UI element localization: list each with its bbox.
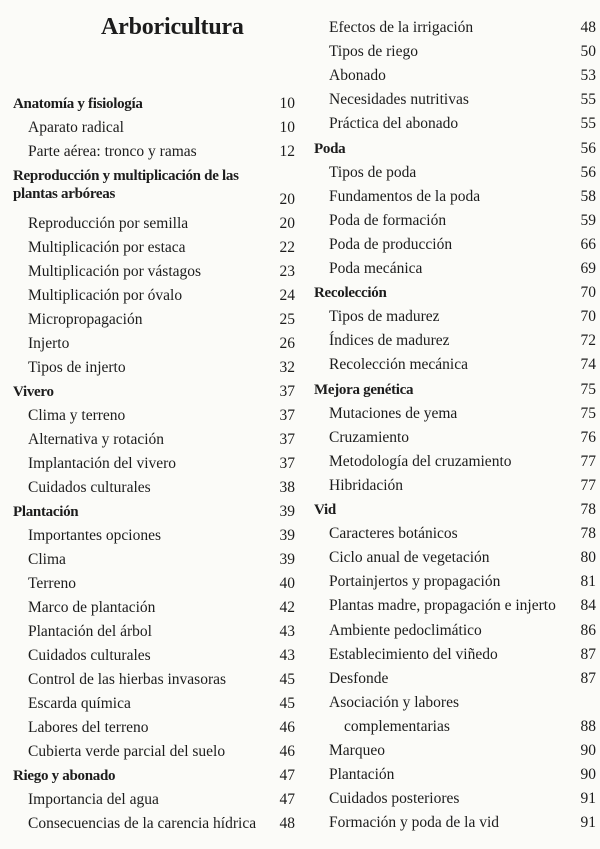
toc-page-number: 77	[580, 476, 596, 494]
toc-entry-title: Control de las hierbas invasoras	[28, 671, 227, 688]
toc-page-number: 56	[580, 139, 596, 157]
toc-page-number: 46	[279, 719, 295, 736]
toc-entry-title: Cruzamiento	[329, 428, 410, 446]
toc-entry-title: Multiplicación por estaca	[28, 239, 186, 256]
toc-page-number: 32	[279, 359, 295, 376]
toc-entry-title: Implantación del vivero	[28, 455, 177, 472]
toc-page-number: 78	[580, 525, 596, 543]
toc-entry-title: Anatomía y fisiología	[13, 96, 143, 112]
toc-page-number: 66	[580, 235, 596, 253]
toc-entry-title: Establecimiento del viñedo	[329, 645, 498, 663]
toc-entry-title: Tipos de riego	[329, 43, 418, 61]
toc-page-number: 80	[580, 549, 596, 567]
toc-entry-title: Vid	[314, 502, 336, 518]
toc-entry-title: Desfonde	[329, 669, 389, 687]
toc-entry-title: Poda de producción	[329, 235, 453, 253]
toc-page-number: 47	[279, 791, 295, 808]
toc-page-number: 88	[580, 717, 596, 735]
toc-page-number: 37	[279, 431, 295, 448]
toc-entry-title: Tipos de madurez	[329, 308, 440, 326]
toc-entry-title: Cuidados culturales	[28, 479, 151, 496]
toc-entry-title: Portainjertos y propagación	[329, 573, 501, 591]
toc-page-number: 91	[580, 814, 596, 832]
toc-entry-title: Riego y abonado	[13, 768, 116, 784]
toc-entry-title: Práctica del abonado	[329, 115, 459, 133]
toc-entry-title: Necesidades nutritivas	[329, 91, 469, 109]
toc-page-number: 69	[580, 260, 596, 277]
toc-entry-title: Plantación del árbol	[28, 623, 152, 640]
toc-entry-title: Caracteres botánicos	[329, 525, 458, 543]
toc-entry-title: Aparato radical	[28, 119, 124, 136]
toc-page-number: 48	[580, 19, 596, 36]
toc-entry-title: Micropropagación	[28, 311, 143, 328]
toc-entry-title: Ambiente pedoclimático	[329, 621, 482, 639]
toc-page-number: 55	[580, 91, 596, 109]
toc-entry-title: Parte aérea: tronco y ramas	[28, 143, 197, 160]
toc-page-number: 87	[580, 645, 596, 663]
toc-page-number: 20	[279, 215, 295, 232]
toc-entry-title: Cuidados posteriores	[329, 790, 460, 808]
toc-entry-title: Poda	[314, 140, 346, 157]
toc-entry-title: Plantación	[329, 766, 395, 784]
toc-entry-title: complementarias	[344, 717, 450, 735]
toc-entry-title: Mutaciones de yema	[329, 404, 458, 422]
toc-entry-title: Recolección mecánica	[329, 356, 468, 374]
toc-page-number: 10	[279, 95, 295, 112]
toc-page-number: 78	[580, 501, 596, 518]
toc-page-number: 58	[580, 187, 596, 205]
toc-page-number: 76	[580, 428, 596, 446]
toc-entry-title: Alternativa y rotación	[28, 431, 165, 448]
toc-entry-title: Cuidados culturales	[28, 647, 151, 664]
toc-page-number: 25	[279, 311, 295, 328]
toc-entry-title: Plantación	[13, 504, 79, 520]
toc-page-number: 81	[580, 573, 596, 591]
toc-page-number: 42	[279, 599, 295, 616]
toc-page-number: 39	[279, 551, 295, 568]
toc-page-number: 26	[279, 335, 295, 352]
toc-entry-title: Índices de madurez	[329, 332, 450, 350]
toc-page-number: 59	[580, 211, 596, 229]
toc-entry-title: Escarda química	[28, 695, 131, 712]
toc-entry-title: Hibridación	[329, 476, 404, 494]
toc-entry-title: Metodología del cruzamiento	[329, 452, 512, 470]
toc-entry-title: Abonado	[329, 67, 386, 85]
toc-page-number: 46	[279, 743, 295, 760]
toc-page-number: 45	[279, 671, 295, 688]
toc-entry-title: Clima y terreno	[28, 407, 126, 424]
toc-page-number: 91	[580, 790, 596, 808]
toc-entry-title: Mejora genética	[314, 381, 414, 398]
toc-page-number: 23	[279, 263, 295, 280]
toc-page-number: 10	[279, 119, 295, 136]
toc-page-number: 47	[279, 767, 295, 784]
toc-entry-title: Asociación y labores	[329, 693, 459, 711]
toc-page-number: 90	[580, 742, 596, 759]
toc-page-number: 39	[279, 527, 295, 544]
toc-page-number: 24	[279, 287, 295, 304]
toc-page-number: 12	[279, 143, 295, 160]
toc-page-number: 43	[279, 623, 295, 640]
toc-entry-title: Importancia del agua	[28, 791, 159, 808]
toc-page-number: 37	[279, 455, 295, 472]
toc-page-number: 70	[580, 308, 596, 326]
toc-entry-title: Poda de formación	[329, 211, 447, 229]
toc-page-number: 75	[580, 380, 596, 398]
toc-entry-title: Consecuencias de la carencia hídrica	[28, 815, 257, 832]
toc-page-number: 86	[580, 621, 596, 639]
toc-entry-title: Ciclo anual de vegetación	[329, 549, 490, 567]
toc-entry-title: Labores del terreno	[28, 719, 149, 736]
toc-page-number: 84	[580, 597, 596, 615]
toc-entry-title: Reproducción y multiplicación de las plantas arbóreas	[13, 168, 239, 202]
toc-page-number: 72	[580, 332, 596, 350]
toc-entry-title: Marqueo	[329, 742, 385, 759]
toc-page-number: 20	[279, 191, 295, 208]
toc-page-number: 75	[580, 404, 596, 422]
toc-page-number: 77	[580, 452, 596, 470]
toc-page-number: 50	[580, 43, 596, 61]
toc-page-number: 90	[580, 766, 596, 784]
toc-entry-title: Clima	[28, 551, 66, 568]
toc-entry-title: Efectos de la irrigación	[329, 19, 474, 36]
toc-page-number: 56	[580, 163, 596, 181]
toc-entry-title: Injerto	[28, 335, 70, 352]
toc-page-number: 22	[279, 239, 295, 256]
toc-entry-title: Plantas madre, propagación e injerto	[329, 597, 556, 615]
toc-entry-title: Importantes opciones	[28, 527, 162, 544]
toc-entry-title: Fundamentos de la poda	[329, 187, 481, 205]
toc-entry-title: Cubierta verde parcial del suelo	[28, 743, 226, 760]
toc-entry-title: Marco de plantación	[28, 599, 156, 616]
toc-entry-title: Multiplicación por óvalo	[28, 287, 183, 304]
toc-page-number: 37	[279, 407, 295, 424]
toc-page-number: 74	[580, 356, 596, 374]
toc-entry-title: Recolección	[314, 285, 387, 302]
toc-page-number: 40	[279, 575, 295, 592]
toc-entry-title: Multiplicación por vástagos	[28, 263, 202, 280]
toc-page-number: 48	[279, 815, 295, 832]
toc-entry-title: Formación y poda de la vid	[329, 814, 500, 832]
toc-page-number: 43	[279, 647, 295, 664]
toc-page-number: 70	[580, 284, 596, 302]
toc-page-number: 87	[580, 669, 596, 687]
toc-page-number: 39	[279, 503, 295, 520]
toc-page-number: 38	[279, 479, 295, 496]
toc-entry-title: Terreno	[28, 575, 76, 592]
toc-entry-title: Vivero	[13, 384, 54, 400]
toc-entry-title: Tipos de injerto	[28, 359, 126, 376]
toc-entry-title: Reproducción por semilla	[28, 215, 189, 232]
page-title: Arboricultura	[101, 14, 244, 40]
toc-entry-title: Tipos de poda	[329, 163, 417, 181]
toc-entry-title: Poda mecánica	[329, 260, 423, 277]
toc-page-number: 53	[580, 67, 596, 85]
toc-page-number: 37	[279, 383, 295, 400]
toc-page-number: 55	[580, 115, 596, 133]
toc-page-number: 45	[279, 695, 295, 712]
